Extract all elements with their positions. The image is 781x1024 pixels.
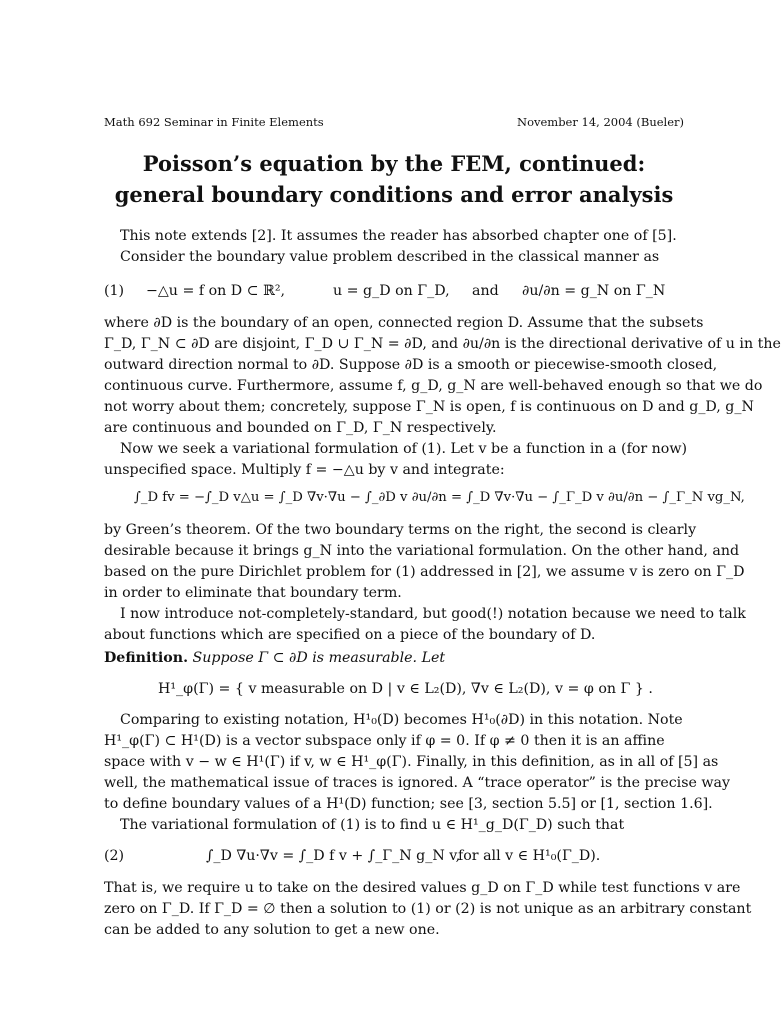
equation-2-condition: for all v ∈ H¹₀(Γ_D). [458, 848, 601, 864]
para3-line-4: in order to eliminate that boundary term. [104, 585, 402, 601]
para1-line-4: continuous curve. Furthermore, assume f, g_D, g_N are well-behaved enough so that we do [104, 378, 763, 394]
equation-1-number: (1) [104, 283, 125, 299]
para4-line-1: I now introduce not-completely-standard, but good(!) notation because we need to talk [120, 606, 746, 622]
equation-1-neumann: ∂u/∂n = g_N on Γ_N [522, 283, 666, 299]
definition-text: Suppose Γ ⊂ ∂D is measurable. Let [192, 650, 446, 666]
para1-line-6: are continuous and bounded on Γ_D, Γ_N respectively. [104, 420, 497, 436]
para6-line-1: The variational formulation of (1) is to find u ∈ H¹_g_D(Γ_D) such that [120, 817, 625, 833]
para7-line-3: can be added to any solution to get a new one. [104, 922, 440, 938]
green-identity-equation: ∫_D fv = −∫_D v△u = ∫_D ∇v·∇u − ∫_∂D v ∂u/∂n = ∫_D ∇v·∇u − ∫_Γ_D v ∂u/∂n − ∫_Γ_N vg_N, [134, 490, 745, 505]
para4-line-2: about functions which are specified on a piece of the boundary of D. [104, 627, 596, 643]
paper-title [104, 148, 684, 210]
para3-line-1: by Green’s theorem. Of the two boundary terms on the right, the second is clearly [104, 522, 697, 538]
title-line-1: Poisson’s equation by the FEM, continued: [142, 151, 646, 176]
title-line-2: general boundary conditions and error analysis [114, 182, 674, 207]
para1-line-2: Γ_D, Γ_N ⊂ ∂D are disjoint, Γ_D ∪ Γ_N = ∂D, and ∂u/∂n is the directional derivative of u in the [104, 336, 781, 352]
para5-line-1: Comparing to existing notation, H¹₀(D) becomes H¹₀(∂D) in this notation. Note [120, 712, 683, 728]
para2-line-1: Now we seek a variational formulation of (1). Let v be a function in a (for now) [120, 441, 688, 457]
para3-line-2: desirable because it brings g_N into the variational formulation. On the other hand, and [104, 543, 740, 559]
para7-line-2: zero on Γ_D. If Γ_D = ∅ then a solution to (1) or (2) is not unique as an arbitrary constant [104, 901, 752, 917]
intro-line-2: Consider the boundary value problem described in the classical manner as [120, 249, 660, 265]
equation-1-dirichlet: u = g_D on Γ_D, [333, 283, 450, 299]
para7-line-1: That is, we require u to take on the desired values g_D on Γ_D while test functions v are [104, 880, 741, 896]
para3-line-3: based on the pure Dirichlet problem for (1) addressed in [2], we assume v is zero on Γ_D [104, 564, 745, 580]
para5-line-3: space with v − w ∈ H¹(Γ) if v, w ∈ H¹_φ(Γ). Finally, in this definition, as in all of [5] as [104, 754, 719, 770]
para1-line-3: outward direction normal to ∂D. Suppose ∂D is a smooth or piecewise-smooth closed, [104, 357, 718, 373]
para5-line-5: to define boundary values of a H¹(D) function; see [3, section 5.5] or [1, section 1.6]. [104, 796, 713, 812]
definition-label: Definition. [104, 650, 189, 666]
running-header-left: Math 692 Seminar in Finite Elements [104, 115, 324, 129]
para1-line-1: where ∂D is the boundary of an open, connected region D. Assume that the subsets [104, 315, 704, 331]
equation-1-and: and [472, 283, 499, 299]
intro-line-1: This note extends [2]. It assumes the reader has absorbed chapter one of [5]. [120, 228, 677, 244]
running-header-right: November 14, 2004 (Bueler) [517, 115, 684, 129]
definition-formula: H¹_φ(Γ) = { v measurable on D | v ∈ L₂(D), ∇v ∈ L₂(D), v = φ on Γ } . [158, 681, 653, 697]
equation-1-poisson: −△u = f on D ⊂ ℝ², [146, 283, 286, 299]
para2-line-2: unspecified space. Multiply f = −△u by v and integrate: [104, 462, 505, 478]
para1-line-5: not worry about them; concretely, suppose Γ_N is open, f is continuous on D and g_D, g_N [104, 399, 754, 415]
equation-2-formula: ∫_D ∇u·∇v = ∫_D f v + ∫_Γ_N g_N v, [206, 848, 461, 864]
para5-line-2: H¹_φ(Γ) ⊂ H¹(D) is a vector subspace only if φ = 0. If φ ≠ 0 then it is an affine [104, 733, 665, 749]
definition-statement [104, 650, 686, 666]
para5-line-4: well, the mathematical issue of traces is ignored. A “trace operator” is the precise way [104, 775, 731, 791]
equation-2-number: (2) [104, 848, 125, 864]
